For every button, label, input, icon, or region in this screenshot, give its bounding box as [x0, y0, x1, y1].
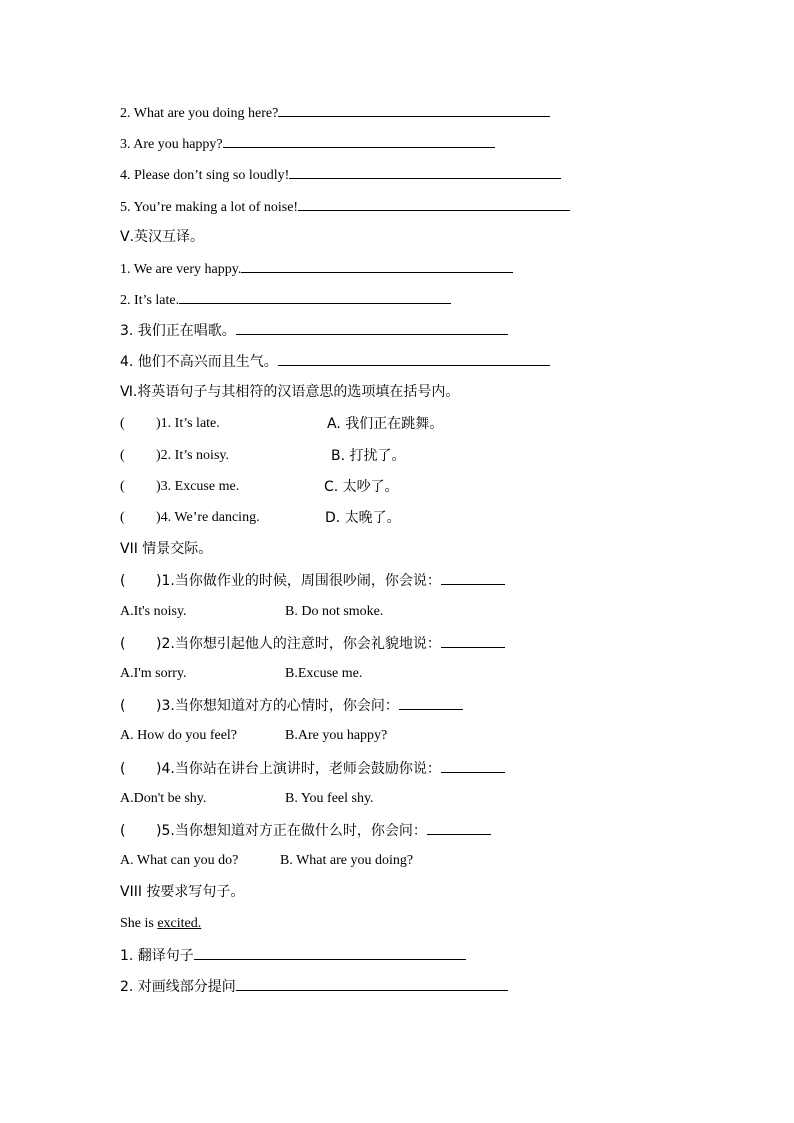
match-row [120, 446, 229, 466]
match-option: A. 我们正在跳舞。 [327, 416, 444, 432]
section-heading: VIII 按要求写句子。 [120, 884, 245, 900]
answer-blank[interactable] [236, 320, 508, 335]
question-text: 5. You’re making a lot of noise! [120, 200, 299, 215]
match-row [120, 508, 260, 528]
choice-option-b: B. What are you doing? [280, 853, 414, 868]
answer-blank[interactable] [441, 570, 505, 585]
answer-paren[interactable]: ( [120, 573, 126, 589]
choice-option-b: B.Are you happy? [285, 728, 388, 743]
answer-blank[interactable] [441, 758, 505, 773]
answer-blank[interactable] [241, 258, 513, 273]
choice-question [120, 820, 491, 841]
choice-question [120, 633, 505, 654]
underlined-word: excited. [157, 916, 202, 931]
choice-option-b: B. You feel shy. [285, 791, 374, 806]
question-text: )1.当你做作业的时候，周围很吵闹，你会说： [156, 573, 441, 589]
match-question: )4. We’re dancing. [156, 510, 260, 525]
choice-option-b: B.Excuse me. [285, 666, 363, 681]
question-line [120, 196, 570, 218]
answer-paren[interactable]: ( [120, 761, 126, 777]
question-text: 4. Please don’t sing so loudly! [120, 168, 290, 183]
question-text: )2.当你想引起他人的注意时，你会礼貌地说： [156, 636, 441, 652]
question-line [120, 945, 466, 966]
answer-paren[interactable]: ( [120, 823, 126, 839]
answer-blank[interactable] [298, 196, 570, 211]
answer-blank[interactable] [194, 945, 466, 960]
answer-paren[interactable]: ( [120, 479, 125, 494]
question-text: 2. It’s late. [120, 293, 180, 308]
match-question: )3. Excuse me. [156, 479, 240, 494]
choice-option-a: A.I'm sorry. [120, 666, 187, 681]
answer-blank[interactable] [179, 289, 451, 304]
question-text: )3.当你想知道对方的心情时，你会问： [156, 698, 399, 714]
question-text: 3. 我们正在唱歌。 [120, 323, 236, 339]
question-line [120, 102, 550, 124]
choice-option-a: A.It's noisy. [120, 604, 187, 619]
match-option: B. 打扰了。 [331, 448, 406, 464]
answer-blank[interactable] [399, 695, 463, 710]
question-line [120, 258, 513, 280]
question-text: 2. What are you doing here? [120, 106, 279, 121]
given-sentence [120, 914, 201, 934]
answer-paren[interactable]: ( [120, 416, 125, 431]
answer-blank[interactable] [427, 820, 491, 835]
section-heading: VII 情景交际。 [120, 541, 213, 557]
question-text: 1. 翻译句子 [120, 948, 194, 964]
question-line [120, 976, 508, 997]
question-line [120, 164, 561, 186]
match-question: )2. It’s noisy. [156, 448, 229, 463]
match-question: )1. It’s late. [156, 416, 220, 431]
section-heading: Ⅴ.英汉互译。 [120, 229, 205, 245]
match-row [120, 477, 239, 497]
question-text: )4.当你站在讲台上演讲时，老师会鼓励你说： [156, 761, 441, 777]
answer-blank[interactable] [223, 133, 495, 148]
match-option: D. 太晚了。 [325, 510, 401, 526]
question-text: )5.当你想知道对方正在做什么时，你会问： [156, 823, 427, 839]
choice-option-a: A. What can you do? [120, 853, 239, 868]
question-text: 1. We are very happy. [120, 262, 242, 277]
answer-blank[interactable] [289, 164, 561, 179]
section-heading: Ⅵ.将英语句子与其相符的汉语意思的选项填在括号内。 [120, 384, 460, 400]
question-line [120, 320, 508, 341]
answer-paren[interactable]: ( [120, 448, 125, 463]
answer-blank[interactable] [278, 102, 550, 117]
question-line [120, 133, 495, 155]
question-line [120, 351, 550, 372]
answer-paren[interactable]: ( [120, 510, 125, 525]
question-text: 4. 他们不高兴而且生气。 [120, 354, 278, 370]
choice-option-a: A. How do you feel? [120, 728, 238, 743]
answer-blank[interactable] [441, 633, 505, 648]
answer-paren[interactable]: ( [120, 698, 126, 714]
answer-blank[interactable] [278, 351, 550, 366]
answer-paren[interactable]: ( [120, 636, 126, 652]
answer-blank[interactable] [236, 976, 508, 991]
choice-option-b: B. Do not smoke. [285, 604, 384, 619]
question-text: 3. Are you happy? [120, 137, 223, 152]
sentence-text: She is [120, 916, 158, 931]
choice-question [120, 758, 505, 779]
choice-question [120, 695, 463, 716]
question-text: 2. 对画线部分提问 [120, 979, 236, 995]
question-line [120, 289, 451, 311]
choice-question [120, 570, 505, 591]
choice-option-a: A.Don't be shy. [120, 791, 207, 806]
match-option: C. 太吵了。 [324, 479, 399, 495]
match-row [120, 414, 220, 434]
